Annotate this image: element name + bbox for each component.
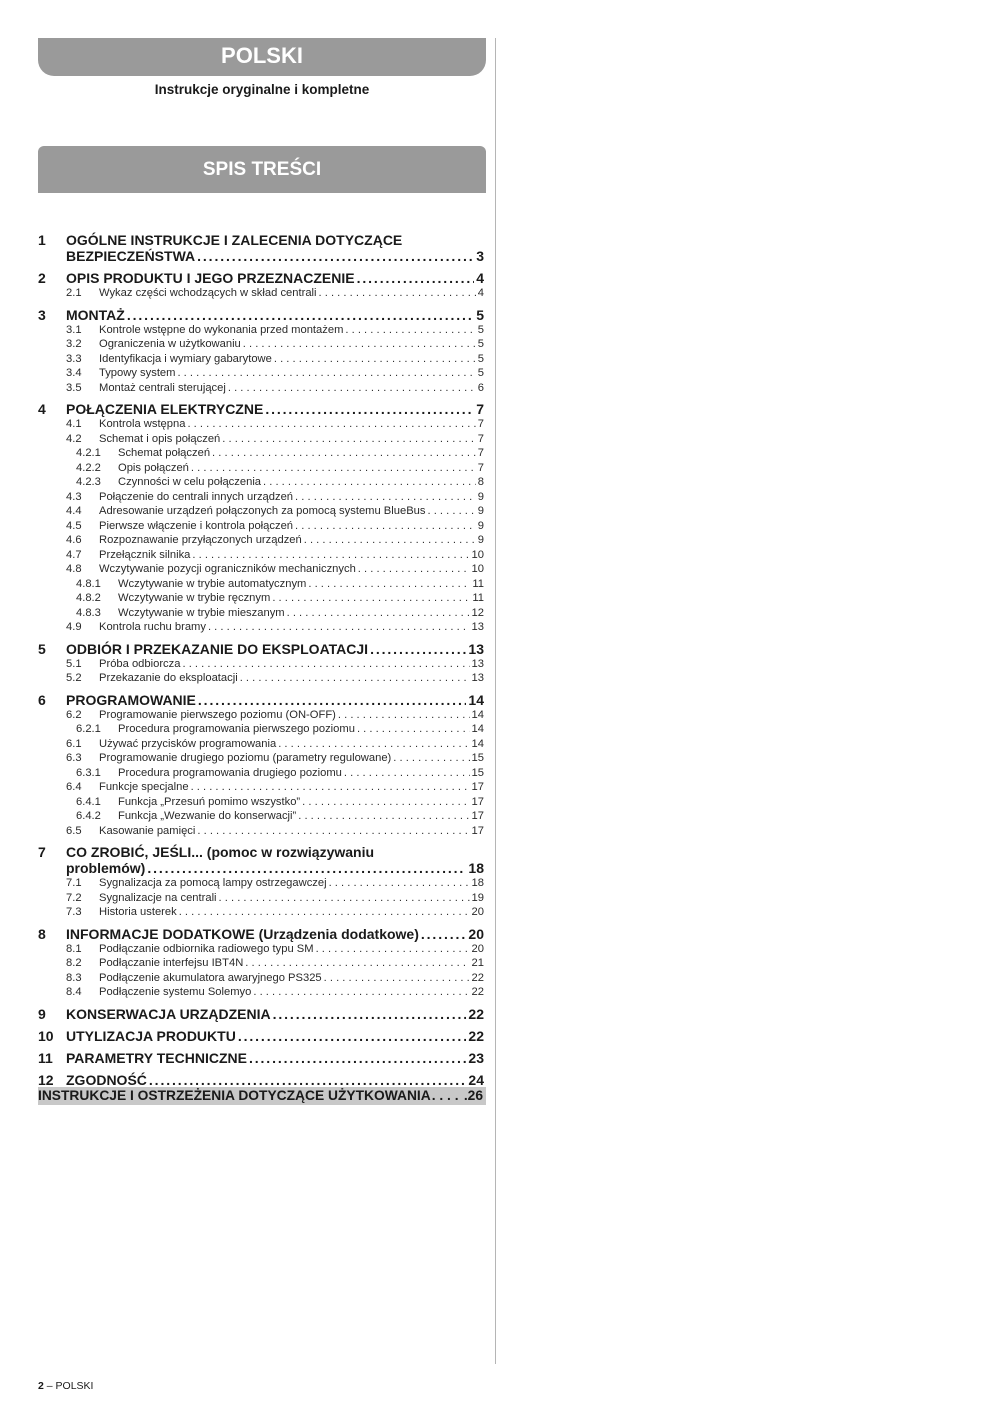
toc-sub-number: 5.1 <box>66 657 82 670</box>
toc-sub-title: Adresowanie urządzeń połączonych za pomocą systemu BlueBus <box>99 505 426 517</box>
toc-subsubentry[interactable] <box>38 766 484 781</box>
toc-sub-title: Opis połączeń <box>118 461 189 474</box>
toc-subentry[interactable] <box>38 780 484 795</box>
toc-sub-number: 8.1 <box>66 942 82 955</box>
toc-subentry[interactable] <box>38 876 484 891</box>
toc-sub-title: Ograniczenia w użytkowaniu <box>99 338 241 350</box>
column-divider <box>495 38 496 1364</box>
toc-sub-title: Przełącznik silnika <box>99 548 191 561</box>
toc-subentry[interactable] <box>38 417 484 432</box>
toc-leader-dots <box>249 1050 466 1066</box>
toc-main-title: BEZPIECZEŃSTWA <box>66 248 196 264</box>
toc-main-title: KONSERWACJA URZĄDZENIA <box>66 1005 271 1022</box>
toc-main-number: 12 <box>38 1071 54 1088</box>
toc-leader-dots <box>127 307 474 323</box>
toc-leader-dots <box>191 461 476 476</box>
toc-sub-title: Programowanie pierwszego poziomu (ON-OFF) <box>99 708 336 721</box>
toc-sub-title: Czynności w celu połączenia <box>118 476 262 488</box>
toc-sub-number: 3.5 <box>66 381 82 394</box>
toc-subentry[interactable] <box>38 751 484 766</box>
toc-sub-page: 15 <box>471 752 484 764</box>
toc-sub-page: 7 <box>477 432 484 445</box>
toc-sub-number: 5.2 <box>66 672 82 684</box>
toc-leader-dots <box>358 562 470 577</box>
toc-sub-page: 22 <box>471 986 484 998</box>
toc-main-title: ZGODNOŚĆ <box>66 1071 147 1088</box>
toc-sub-title: Rozpoznawanie przyłączonych urządzeń <box>99 534 302 546</box>
toc-sub-number: 4.8.2 <box>76 592 101 604</box>
toc-subentry[interactable] <box>38 671 484 686</box>
toc-leader-dots <box>295 490 476 505</box>
toc-sub-number: 4.7 <box>66 548 82 561</box>
toc-sub-page: 7 <box>477 447 484 459</box>
toc-sub-page: 18 <box>471 877 484 889</box>
toc-main-entry[interactable] <box>38 307 484 323</box>
toc-main-number: 5 <box>38 640 46 657</box>
toc-main-entry[interactable] <box>38 232 484 248</box>
toc-sub-title: Połączenie do centrali innych urządzeń <box>99 490 294 503</box>
toc-leader-dots <box>272 591 470 606</box>
toc-sub-number: 7.1 <box>66 877 82 889</box>
toc-sub-number: 6.2.1 <box>76 723 101 735</box>
toc-sub-title: Montaż centrali sterującej <box>99 381 226 394</box>
toc-main-entry[interactable] <box>38 401 484 417</box>
toc-subentry[interactable] <box>38 708 484 723</box>
toc-main-page: 20 <box>468 925 484 942</box>
toc-sub-title: Funkcja „Wezwanie do konserwacji” <box>118 810 297 822</box>
toc-subentry[interactable] <box>38 337 484 352</box>
toc-sub-title: Używać przycisków programowania <box>99 737 277 750</box>
toc-main-title: POŁĄCZENIA ELEKTRYCZNE <box>66 401 264 417</box>
toc-sub-number: 4.2 <box>66 432 82 445</box>
toc-leader-dots <box>149 1072 467 1088</box>
toc-leader-dots <box>219 891 470 906</box>
toc-main-entry[interactable] <box>38 692 484 708</box>
toc-user-instructions-title: INSTRUKCJE I OSTRZEŻENIA DOTYCZĄCE UŻYTKOWANIA <box>38 1088 431 1103</box>
toc-section <box>38 270 484 301</box>
toc-subentry[interactable] <box>38 562 484 577</box>
toc-main-number: 1 <box>38 232 46 248</box>
toc-sub-number: 4.8.3 <box>76 606 101 619</box>
toc-sub-number: 6.3.1 <box>76 766 101 779</box>
toc-subsubentry[interactable] <box>38 722 484 737</box>
toc-leader-dots <box>274 352 476 367</box>
toc-leader-dots <box>295 519 476 534</box>
toc-section <box>38 1072 484 1088</box>
toc-subentry[interactable] <box>38 971 484 986</box>
toc-main-page: 22 <box>468 1005 484 1022</box>
toc-sub-page: 13 <box>471 672 484 684</box>
toc-leader-dots <box>329 876 470 891</box>
toc-subentry[interactable] <box>38 956 484 971</box>
toc-sub-title: Przekazanie do eksploatacji <box>99 672 238 684</box>
toc-main-entry[interactable] <box>38 1050 484 1066</box>
toc-sub-number: 7.2 <box>66 891 82 904</box>
toc-sub-title: Procedura programowania pierwszego poziomu <box>118 723 355 735</box>
toc-leader-dots <box>273 1006 467 1022</box>
toc-main-number: 10 <box>38 1027 54 1044</box>
toc-sub-page: 17 <box>471 810 484 822</box>
toc-leader-dots <box>179 905 470 920</box>
toc-main-page: 23 <box>468 1049 484 1066</box>
toc-sub-title: Sygnalizacja za pomocą lampy ostrzegawczej <box>99 877 327 889</box>
toc-main-page: 22 <box>468 1027 484 1044</box>
toc-sub-number: 3.4 <box>66 367 82 379</box>
toc-sub-page: 20 <box>471 906 484 918</box>
toc-main-number: 3 <box>38 306 46 323</box>
toc-main-number: 9 <box>38 1005 46 1022</box>
toc-leader-dots <box>298 809 469 824</box>
toc-sub-page: 14 <box>471 708 484 721</box>
toc-user-instructions[interactable] <box>38 1087 486 1105</box>
toc-main-number: 4 <box>38 401 46 417</box>
page-footer <box>38 1380 93 1392</box>
toc-subsubentry[interactable] <box>38 461 484 476</box>
toc-sub-page: 17 <box>471 781 484 793</box>
toc-subentry[interactable] <box>38 432 484 447</box>
toc-sub-page: 5 <box>477 323 484 336</box>
toc-subentry[interactable] <box>38 985 484 1000</box>
toc-section <box>38 232 484 264</box>
toc-sub-number: 6.5 <box>66 824 82 837</box>
toc-subentry[interactable] <box>38 504 484 519</box>
toc-sub-title: Próba odbiorcza <box>99 657 181 670</box>
toc-main-number: 11 <box>38 1049 53 1066</box>
toc-leader-dots <box>338 708 470 723</box>
toc-subsubentry[interactable] <box>38 606 484 621</box>
toc-main-page: 3 <box>476 248 484 264</box>
toc-section <box>38 1050 484 1066</box>
toc-sub-number: 6.3 <box>66 752 82 764</box>
toc-main-page: 13 <box>468 640 484 657</box>
toc-sub-number: 2.1 <box>66 287 82 299</box>
toc-leader-dots <box>316 942 470 957</box>
toc-main-entry[interactable] <box>38 270 484 286</box>
toc-subentry[interactable] <box>38 891 484 906</box>
toc-sub-title: Schemat i opis połączeń <box>99 432 221 445</box>
toc-sub-page: 9 <box>477 505 484 517</box>
toc-subsubentry[interactable] <box>38 577 484 592</box>
toc-sub-number: 3.1 <box>66 323 82 336</box>
toc-leader-dots <box>427 504 475 519</box>
toc-sub-title: Wczytywanie pozycji ograniczników mechanicznych <box>99 563 356 575</box>
toc-subentry[interactable] <box>38 519 484 534</box>
toc-sub-page: 5 <box>477 352 484 365</box>
toc-main-title: MONTAŻ <box>66 306 125 323</box>
toc-leader-dots <box>432 1087 463 1105</box>
toc-subentry[interactable] <box>38 942 484 957</box>
toc-sub-title: Podłączenie systemu Solemyo <box>99 986 252 998</box>
toc-leader-dots <box>345 323 475 338</box>
toc-main-number: 2 <box>38 270 46 286</box>
toc-sub-number: 4.1 <box>66 418 82 430</box>
toc-subentry[interactable] <box>38 548 484 563</box>
toc-subentry[interactable] <box>38 905 484 920</box>
toc-leader-dots <box>177 366 475 381</box>
toc-leader-dots <box>304 533 476 548</box>
toc-section <box>38 1006 484 1022</box>
toc-subsubentry[interactable] <box>38 446 484 461</box>
toc-sub-title: Kontrola ruchu bramy <box>99 621 206 633</box>
toc-sub-title: Kasowanie pamięci <box>99 824 196 837</box>
toc-leader-dots <box>287 606 470 621</box>
toc-section <box>38 641 484 686</box>
toc-sub-page: 9 <box>477 519 484 532</box>
toc-leader-dots <box>243 337 476 352</box>
toc-sub-title: Pierwsze włączenie i kontrola połączeń <box>99 519 294 532</box>
toc-subsubentry[interactable] <box>38 795 484 810</box>
toc-main-page: 18 <box>468 860 484 876</box>
toc-main-number: 6 <box>38 691 46 708</box>
toc-main-entry[interactable] <box>38 1072 484 1088</box>
toc-sub-page: 12 <box>471 606 484 619</box>
toc-main-title-line1: CO ZROBIĆ, JEŚLI... (pomoc w rozwiązywaniu <box>66 844 375 860</box>
toc-leader-dots <box>263 475 476 490</box>
toc-subentry[interactable] <box>38 381 484 396</box>
toc-sub-page: 9 <box>477 534 484 546</box>
toc-main-number: 8 <box>38 925 46 942</box>
toc-leader-dots <box>278 737 469 752</box>
toc-sub-page: 19 <box>471 891 484 904</box>
toc-leader-dots <box>245 956 469 971</box>
toc-subentry[interactable] <box>38 737 484 752</box>
toc-sub-page: 20 <box>471 942 484 955</box>
toc-main-page: 7 <box>476 401 484 417</box>
toc-leader-dots <box>357 270 475 286</box>
toc-sub-number: 6.2 <box>66 708 82 721</box>
toc-main-title: OPIS PRODUKTU I JEGO PRZEZNACZENIE <box>66 270 355 286</box>
toc-sub-title: Podłączanie odbiornika radiowego typu SM <box>99 942 314 955</box>
toc-sub-page: 4 <box>477 287 484 299</box>
toc-sub-title: Historia usterek <box>99 906 177 918</box>
toc-leader-dots <box>421 926 467 942</box>
toc-leader-dots <box>265 401 474 417</box>
toc-leader-dots <box>208 620 470 635</box>
toc-sub-page: 11 <box>472 592 484 604</box>
toc-main-entry[interactable] <box>38 844 484 860</box>
toc-main-entry[interactable] <box>38 926 484 942</box>
toc-main-title: PROGRAMOWANIE <box>66 691 196 708</box>
toc-leader-dots <box>197 248 474 264</box>
toc-sub-number: 7.3 <box>66 906 82 918</box>
toc-sub-title: Typowy system <box>99 367 176 379</box>
toc-sub-page: 22 <box>471 971 484 984</box>
toc-main-entry[interactable] <box>38 1028 484 1044</box>
toc-subentry[interactable] <box>38 533 484 548</box>
language-banner: POLSKI <box>38 38 486 76</box>
toc-leader-dots <box>253 985 469 1000</box>
toc-sub-page: 11 <box>472 577 484 590</box>
toc-sub-title: Kontrole wstępne do wykonania przed montażem <box>99 323 344 336</box>
toc-leader-dots <box>197 824 469 839</box>
toc-sub-title: Podłączanie interfejsu IBT4N <box>99 957 244 969</box>
toc-subentry[interactable] <box>38 620 484 635</box>
toc-leader-dots <box>187 417 475 432</box>
toc-leader-dots <box>357 722 470 737</box>
toc-sub-page: 14 <box>471 723 484 735</box>
toc-sub-number: 3.2 <box>66 338 82 350</box>
toc-leader-dots <box>192 548 469 563</box>
toc-section <box>38 401 484 635</box>
toc-leader-dots <box>212 446 476 461</box>
toc-main-entry[interactable] <box>38 641 484 657</box>
footer-separator: – <box>43 1380 56 1392</box>
toc-leader-dots <box>308 577 470 592</box>
footer-language: POLSKI <box>55 1380 94 1392</box>
toc-main-page: 14 <box>468 691 484 708</box>
toc-sub-page: 21 <box>471 957 484 969</box>
toc-section <box>38 692 484 839</box>
toc-leader-dots <box>182 657 469 672</box>
toc-main-page: 5 <box>476 306 484 323</box>
toc-sub-page: 5 <box>477 338 484 350</box>
toc-sub-number: 4.5 <box>66 519 82 532</box>
toc-sub-page: 7 <box>477 461 484 474</box>
toc-leader-dots <box>198 692 467 708</box>
toc-main-page: 4 <box>476 270 484 286</box>
toc-sub-page: 9 <box>477 490 484 503</box>
toc-sub-page: 10 <box>471 563 484 575</box>
toc-sub-page: 15 <box>471 766 484 779</box>
toc-sub-number: 4.8 <box>66 563 82 575</box>
toc-main-title-line1: OGÓLNE INSTRUKCJE I ZALECENIA DOTYCZĄCE <box>66 232 403 248</box>
toc-subsubentry[interactable] <box>38 591 484 606</box>
toc-section <box>38 926 484 1000</box>
toc-main-title: problemów) <box>66 860 146 876</box>
toc-sub-title: Podłączenie akumulatora awaryjnego PS325 <box>99 971 322 984</box>
toc-sub-number: 8.2 <box>66 957 82 969</box>
toc-leader-dots <box>370 641 466 657</box>
toc-sub-title: Kontrola wstępna <box>99 418 186 430</box>
toc-sub-number: 4.3 <box>66 490 82 503</box>
toc-sub-number: 8.4 <box>66 986 82 998</box>
toc-sub-page: 17 <box>471 824 484 837</box>
toc-sub-title: Wczytywanie w trybie mieszanym <box>118 606 285 619</box>
toc-subsubentry[interactable] <box>38 809 484 824</box>
toc-sub-number: 4.9 <box>66 621 82 633</box>
toc-sub-page: 17 <box>471 795 484 808</box>
toc-sub-title: Wczytywanie w trybie automatycznym <box>118 577 307 590</box>
toc-sub-page: 8 <box>477 476 484 488</box>
toc-sub-page: 13 <box>471 657 484 670</box>
table-of-contents <box>38 232 484 1094</box>
toc-leader-dots <box>228 381 476 396</box>
toc-subentry[interactable] <box>38 824 484 839</box>
toc-sub-title: Identyfikacja i wymiary gabarytowe <box>99 352 272 365</box>
toc-sub-number: 4.2.2 <box>76 461 101 474</box>
toc-sub-page: 14 <box>471 737 484 750</box>
toc-sub-number: 4.4 <box>66 505 82 517</box>
toc-main-entry-continued[interactable] <box>38 860 484 876</box>
toc-sub-title: Schemat połączeń <box>118 447 211 459</box>
toc-sub-title: Wczytywanie w trybie ręcznym <box>118 592 271 604</box>
toc-subentry[interactable] <box>38 490 484 505</box>
toc-main-title: ODBIÓR I PRZEKAZANIE DO EKSPLOATACJI <box>66 640 369 657</box>
toc-leader-dots <box>222 432 476 447</box>
toc-sub-title: Funkcja „Przesuń pomimo wszystko” <box>118 795 301 808</box>
toc-leader-dots <box>191 780 470 795</box>
document-subtitle: Instrukcje oryginalne i kompletne <box>154 82 370 97</box>
toc-sub-number: 4.6 <box>66 534 82 546</box>
toc-leader-dots <box>238 1028 467 1044</box>
toc-section <box>38 307 484 396</box>
toc-main-title: INFORMACJE DODATKOWE (Urządzenia dodatkowe) <box>66 925 419 942</box>
toc-section <box>38 1028 484 1044</box>
toc-subentry[interactable] <box>38 286 484 301</box>
toc-sub-title: Funkcje specjalne <box>99 781 189 793</box>
toc-leader-dots <box>302 795 469 810</box>
toc-leader-dots <box>319 286 476 301</box>
toc-subentry[interactable] <box>38 657 484 672</box>
toc-user-instructions-page: .26 <box>463 1088 483 1103</box>
toc-sub-number: 4.8.1 <box>76 577 101 590</box>
toc-subentry[interactable] <box>38 366 484 381</box>
toc-main-title: PARAMETRY TECHNICZNE <box>66 1049 247 1066</box>
toc-sub-page: 13 <box>471 621 484 633</box>
toc-sub-title: Wykaz części wchodzących w skład centrali <box>99 287 317 299</box>
toc-main-page: 24 <box>468 1071 484 1088</box>
toc-leader-dots <box>240 671 470 686</box>
toc-main-title: UTYLIZACJA PRODUKTU <box>66 1027 236 1044</box>
footer-page-number: 2 <box>38 1380 44 1392</box>
toc-sub-page: 5 <box>477 367 484 379</box>
toc-sub-title: Programowanie drugiego poziomu (parametry regulowane) <box>99 752 392 764</box>
toc-sub-number: 6.4.2 <box>76 810 101 822</box>
toc-title-banner: SPIS TREŚCI <box>38 146 486 193</box>
toc-main-entry[interactable] <box>38 1006 484 1022</box>
toc-subentry[interactable] <box>38 323 484 338</box>
toc-sub-number: 6.4 <box>66 781 82 793</box>
toc-sub-number: 4.2.3 <box>76 476 101 488</box>
toc-sub-number: 4.2.1 <box>76 447 101 459</box>
toc-sub-number: 6.1 <box>66 737 82 750</box>
toc-sub-title: Sygnalizacje na centrali <box>99 891 217 904</box>
toc-sub-page: 7 <box>477 418 484 430</box>
toc-leader-dots <box>393 751 469 766</box>
toc-subsubentry[interactable] <box>38 475 484 490</box>
toc-subentry[interactable] <box>38 352 484 367</box>
toc-leader-dots <box>324 971 470 986</box>
toc-leader-dots <box>147 860 466 876</box>
toc-sub-number: 8.3 <box>66 971 82 984</box>
toc-main-number: 7 <box>38 844 46 860</box>
toc-sub-title: Procedura programowania drugiego poziomu <box>118 766 342 779</box>
toc-sub-page: 6 <box>477 381 484 394</box>
toc-sub-number: 3.3 <box>66 352 82 365</box>
toc-section <box>38 844 484 920</box>
toc-main-entry-continued[interactable] <box>38 248 484 264</box>
toc-sub-number: 6.4.1 <box>76 795 101 808</box>
toc-leader-dots <box>344 766 470 781</box>
toc-sub-page: 10 <box>471 548 484 561</box>
